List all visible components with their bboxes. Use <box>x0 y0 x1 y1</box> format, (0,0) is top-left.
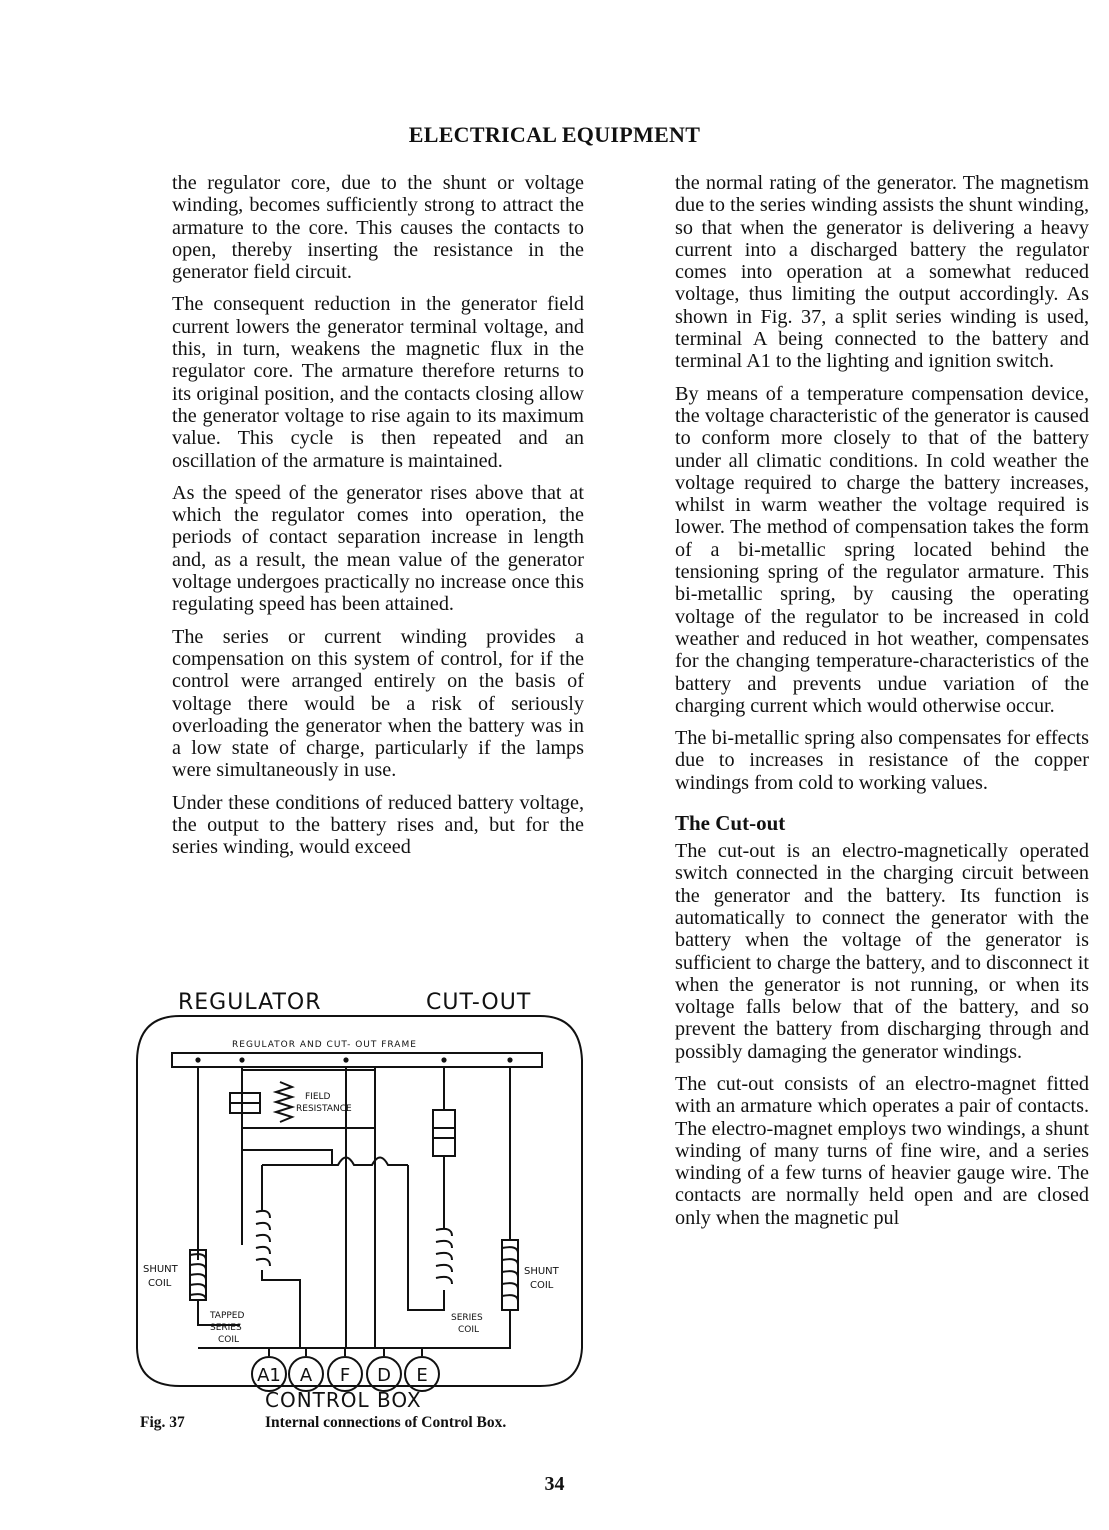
cut-out-label: CUT-OUT <box>426 990 532 1015</box>
paragraph: The bi-metallic spring also compensates for effects due to increases in resistance of the copper windings from cold to working values. <box>675 727 1089 794</box>
terminal-d-label: D <box>377 1365 391 1386</box>
tapped-series-label: SERIES <box>210 1323 242 1333</box>
series-coil-label: SERIES <box>451 1313 483 1323</box>
paragraph: the normal rating of the generator. The magnetism due to the series winding assists the shunt winding, so that when the generator is delivering a heavy current into a discharged battery the regulator comes into operation at a somewhat reduced voltage, thus limiting the output accordingly. As shown in Fig. 37, a split series winding is used, terminal A being connected to the battery and terminal A1 to the lighting and ignition switch. <box>675 172 1089 373</box>
shunt-coil-left-label: SHUNT <box>143 1264 178 1275</box>
shunt-coil-right-label: SHUNT <box>524 1266 559 1277</box>
terminal-e-label: E <box>416 1365 428 1386</box>
series-coil-label-2: COIL <box>458 1325 480 1335</box>
terminal-a1 <box>252 1357 286 1391</box>
figure-caption: Internal connections of Control Box. <box>265 1414 507 1431</box>
shunt-coil-left-label-2: COIL <box>148 1278 172 1289</box>
tapped-series-coil <box>256 1211 270 1266</box>
frame-label: REGULATOR AND CUT- OUT FRAME <box>232 1040 417 1050</box>
section-heading-cut-out: The Cut-out <box>675 811 786 836</box>
field-resistance-zigzag <box>276 1082 292 1122</box>
terminal-e <box>405 1357 439 1391</box>
terminal-d <box>367 1357 401 1391</box>
shunt-coil-right-label-2: COIL <box>530 1280 554 1291</box>
figure-number: Fig. 37 <box>140 1414 185 1431</box>
paragraph: The series or current winding provides a compensation on this system of control, for if the control were arranged entirely on the basis of voltage there would be a risk of seriously overloading the generator when the battery was in a low state of charge, particularly if the lamps were simultaneously in use. <box>172 625 584 782</box>
paragraph: As the speed of the generator rises above that at which the regulator comes into operation, the periods of contact separation increase in length and, as a result, the mean value of the generator voltage undergoes practically no increase once this regulating speed has been attained. <box>172 481 584 616</box>
tapped-coil-label: COIL <box>218 1335 240 1345</box>
paragraph: By means of a temperature compensation device, the voltage characteristic of the generator is caused to conform more closely to that of the battery under all climatic conditions. In cold weather the voltage required to charge the battery increases, whilst in warm weather the voltage required is lower. The method of compensation takes the form of a bi-metallic spring located behind the tensioning spring of the regulator armature. This bi-metallic spring, by causing the operating voltage of the regulator to be increased in cold weather and reduced in hot weather, compensates for the changing temperature-characteristics of the battery and prevents undue variation of the charging current which would otherwise occur. <box>675 382 1089 717</box>
frame-rivets <box>195 1057 512 1062</box>
field-resistance-label: RESISTANCE <box>296 1104 352 1114</box>
control-box-label: CONTROL BOX <box>265 1388 422 1412</box>
paragraph: The cut-out consists of an electro-magnet fitted with an armature which operates a pair of contacts. The electro-magnet employs two windings, a shunt winding of many turns of fine wire, and a series winding of a few turns of heavier gauge wire. The contacts are normally held open and are closed only when the magnetic pul <box>675 1072 1089 1229</box>
tapped-label: TAPPED <box>210 1311 245 1321</box>
paragraph: The consequent reduction in the generator field current lowers the generator terminal voltage, and this, in turn, weakens the magnetic flux in the regulator core. The armature therefore returns to its original position, and the contacts closing allow the generator voltage to rise again to its maximum value. This cycle is then repeated and an oscillation of the armature is maintained. <box>172 293 584 472</box>
regulator-label: REGULATOR <box>178 990 322 1015</box>
terminal-f-label: F <box>339 1365 351 1386</box>
terminal-a <box>289 1357 323 1391</box>
terminal-a1-label: A1 <box>257 1365 281 1386</box>
enclosure-outline <box>137 1016 582 1386</box>
field-label: FIELD <box>305 1092 331 1102</box>
cut-out-series-coil <box>436 1229 452 1284</box>
paragraph: the regulator core, due to the shunt or voltage winding, becomes sufficiently strong to attract the armature to the core. This causes the contacts to open, thereby inserting the resistance in the generator field circuit. <box>172 172 584 284</box>
paragraph: Under these conditions of reduced battery voltage, the output to the battery rises and, but for the series winding, would exceed <box>172 791 584 859</box>
terminal-a-label: A <box>299 1365 313 1386</box>
page-header: ELECTRICAL EQUIPMENT <box>408 122 701 147</box>
paragraph: The cut-out is an electro-magnetically operated switch connected in the charging circuit between the generator and the battery. Its function is automatically to connect the generator with the battery when the voltage of the generator is sufficient to charge the battery, and to disconnect it when the generator is not running, or when its voltage falls below that of the battery, and so prevent the battery from discharging through and possibly damaging the generator windings. <box>675 840 1089 1063</box>
terminal-f <box>328 1357 362 1391</box>
cut-out-shunt-coil <box>502 1240 518 1310</box>
cut-out-contacts <box>433 1110 455 1156</box>
page-number: 34 <box>544 1473 565 1495</box>
frame-bar <box>172 1053 542 1067</box>
